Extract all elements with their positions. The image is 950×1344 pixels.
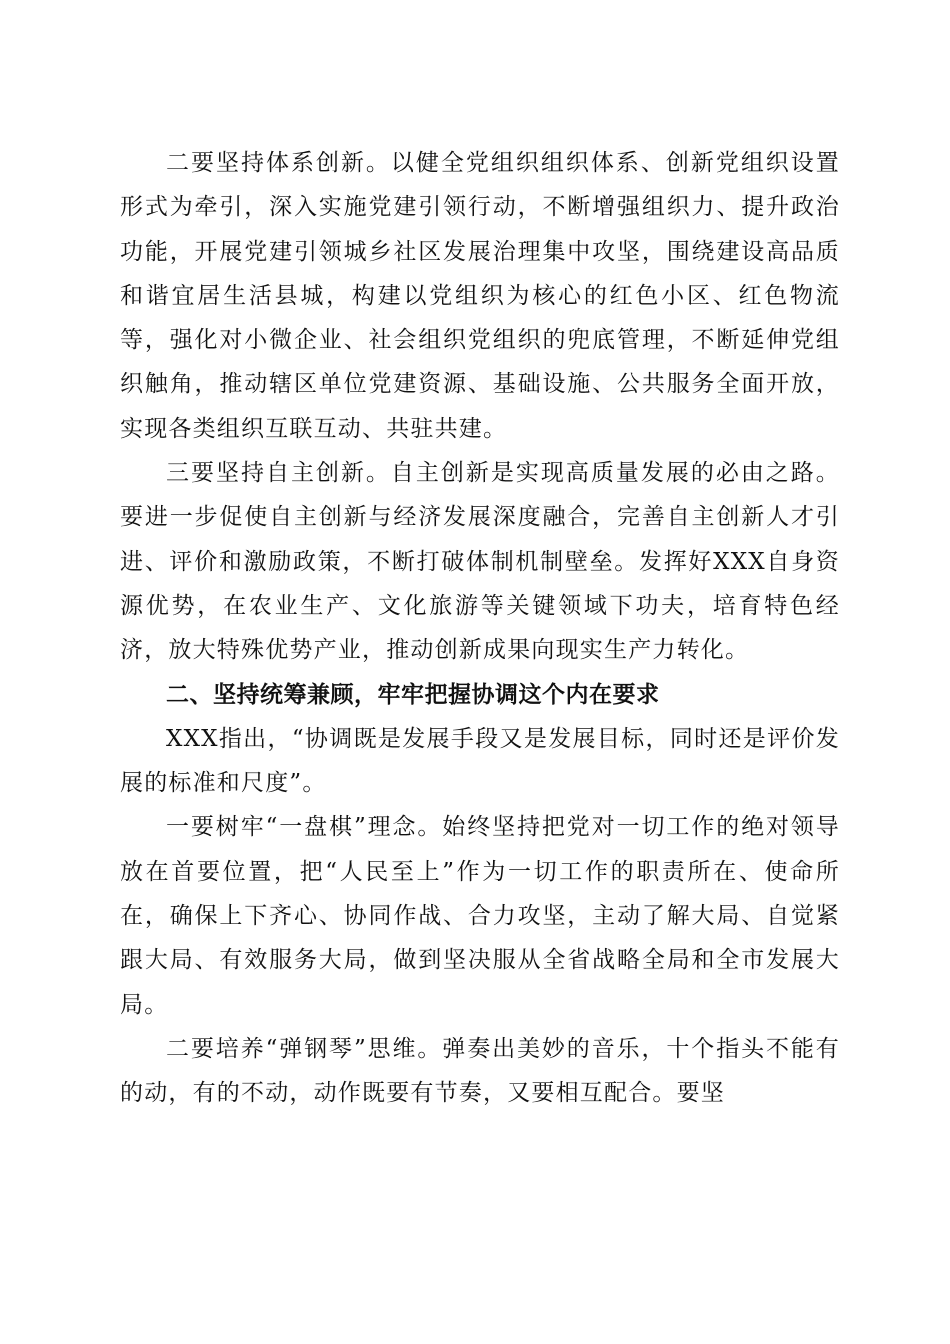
paragraph-coordination-quote: XXX指出，“协调既是发展手段又是发展目标，同时还是评价发展的标准和尺度”。 — [120, 725, 840, 797]
document-body — [120, 141, 840, 1116]
paragraph-system-innovation: 二要坚持体系创新。以健全党组织组织体系、创新党组织设置形式为牵引，深入实施党建引领行动，不断增强组织力、提升政治功能，开展党建引领城乡社区发展治理集中攻坚，围绕建设高品质和谐宜居生活县城，构建以党组织为核心的红色小区、红色物流等，强化对小微企业、社会组织党组织的兜底管理，不断延伸党组织触角，推动辖区单位党建资源、基础设施、公共服务全面开放，实现各类组织互联互动、共驻共建。 — [120, 150, 840, 442]
paragraph-one-chessboard: 一要树牢“一盘棋”理念。始终坚持把党对一切工作的绝对领导放在首要位置，把“人民至上”作为一切工作的职责所在、使命所在，确保上下齐心、协同作战、合力攻坚，主动了解大局、自觉紧跟大局、有效服务大局，做到坚决服从全省战略全局和全市发展大局。 — [120, 814, 840, 1018]
paragraph-piano-thinking: 二要培养“弹钢琴”思维。弹奏出美妙的音乐，十个指头不能有的动，有的不动，动作既要有节奏，又要相互配合。要坚 — [120, 1035, 840, 1107]
section-heading-coordination: 二、坚持统筹兼顾，牢牢把握协调这个内在要求 — [166, 681, 660, 708]
paragraph-independent-innovation: 三要坚持自主创新。自主创新是实现高质量发展的必由之路。要进一步促使自主创新与经济发展深度融合，完善自主创新人才引进、评价和激励政策，不断打破体制机制壁垒。发挥好XXX自身资源优势，在农业生产、文化旅游等关键领域下功夫，培育特色经济，放大特殊优势产业，推动创新成果向现实生产力转化。 — [120, 460, 840, 664]
